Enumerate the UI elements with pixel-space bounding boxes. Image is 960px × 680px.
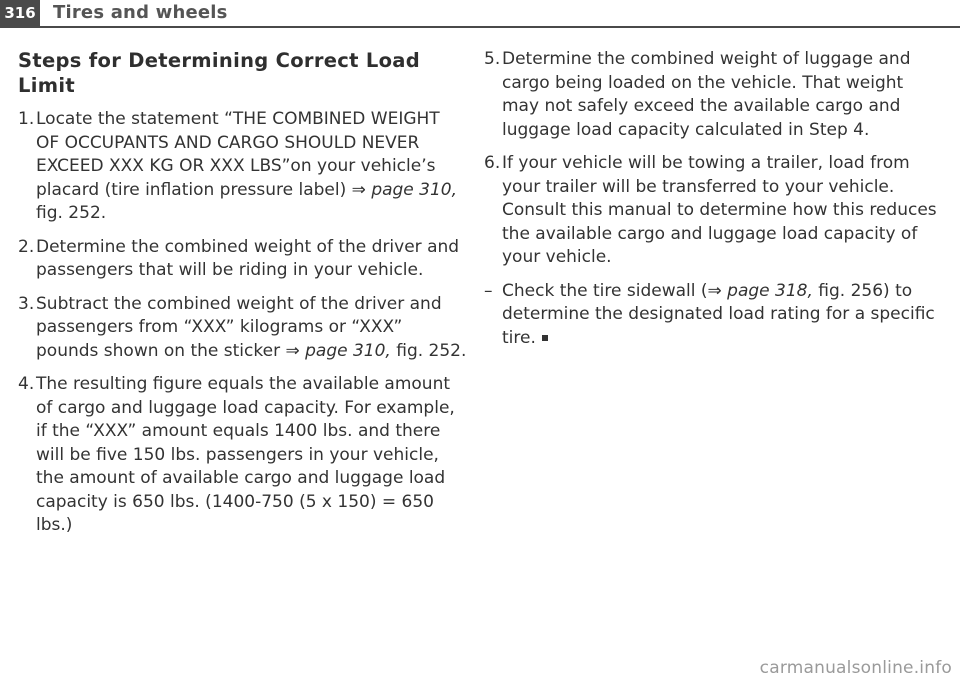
page-number: 316 (0, 0, 40, 26)
item-text-after: fig. 256) to determine the designated load rating for a specific tire. (502, 280, 935, 348)
page-header (0, 0, 960, 30)
section-title: Tires and wheels (53, 2, 228, 23)
item-text: The resulting figure equals the available amount of cargo and luggage load capacity. For example, if the “XXX” amount equals 1400 lbs. and there will be five 150 lbs. passengers in your vehicle, the amount of available cargo and luggage load capacity is 650 lbs. (1400-750 (5 x 150) = 650 lbs.) (36, 374, 455, 535)
list-item (484, 280, 944, 351)
item-number: 4. (18, 374, 35, 394)
item-text: Subtract the combined weight of the driver and passengers from “XXX” kilograms or “XXX” pounds shown on the sticker ⇒ (36, 293, 442, 361)
watermark: carmanualsonline.info (759, 658, 952, 678)
item-number: 6. (484, 153, 501, 173)
list-item (18, 373, 468, 538)
item-text: Locate the statement “THE COMBINED WEIGHT OF OCCUPANTS AND CARGO SHOULD NEVER EXCEED XXX KG OR XXX LBS”on your vehicle’s placard (tire inflation pressure label) ⇒ (36, 109, 440, 200)
list-item (18, 236, 468, 283)
page-reference-link[interactable]: page 310, (371, 179, 458, 200)
item-text: Determine the combined weight of the driver and passengers that will be riding in your vehicle. (36, 236, 460, 280)
page-reference-link[interactable]: page 318, (727, 280, 813, 301)
item-text: Check the tire sidewall (⇒ (502, 280, 728, 301)
item-number: 2. (18, 236, 35, 257)
item-number: 1. (18, 109, 35, 129)
section-heading: Steps for Determining Correct Load Limit (18, 49, 420, 97)
left-column (18, 48, 468, 548)
list-item (18, 293, 468, 364)
list-item (18, 108, 468, 226)
item-number: 5. (484, 49, 501, 69)
item-number: 3. (18, 293, 35, 314)
header-rule (0, 26, 960, 28)
item-text: Determine the combined weight of luggage and cargo being loaded on the vehicle. That weight may not safely exceed the available cargo and luggage load capacity calculated in Step 4. (502, 49, 911, 140)
list-item (484, 152, 944, 270)
end-of-section-icon (542, 335, 548, 341)
item-text-after: fig. 252. (390, 340, 467, 361)
item-text-after: fig. 252. (36, 203, 107, 223)
page-reference-link[interactable]: page 310, (305, 340, 391, 361)
item-dash: – (484, 280, 493, 301)
right-column (484, 48, 944, 360)
list-item (484, 48, 944, 142)
item-text: If your vehicle will be towing a trailer, load from your trailer will be transferred to your vehicle. Consult this manual to determine how this reduces the available cargo and luggage load capacity of your vehicle. (502, 153, 937, 267)
